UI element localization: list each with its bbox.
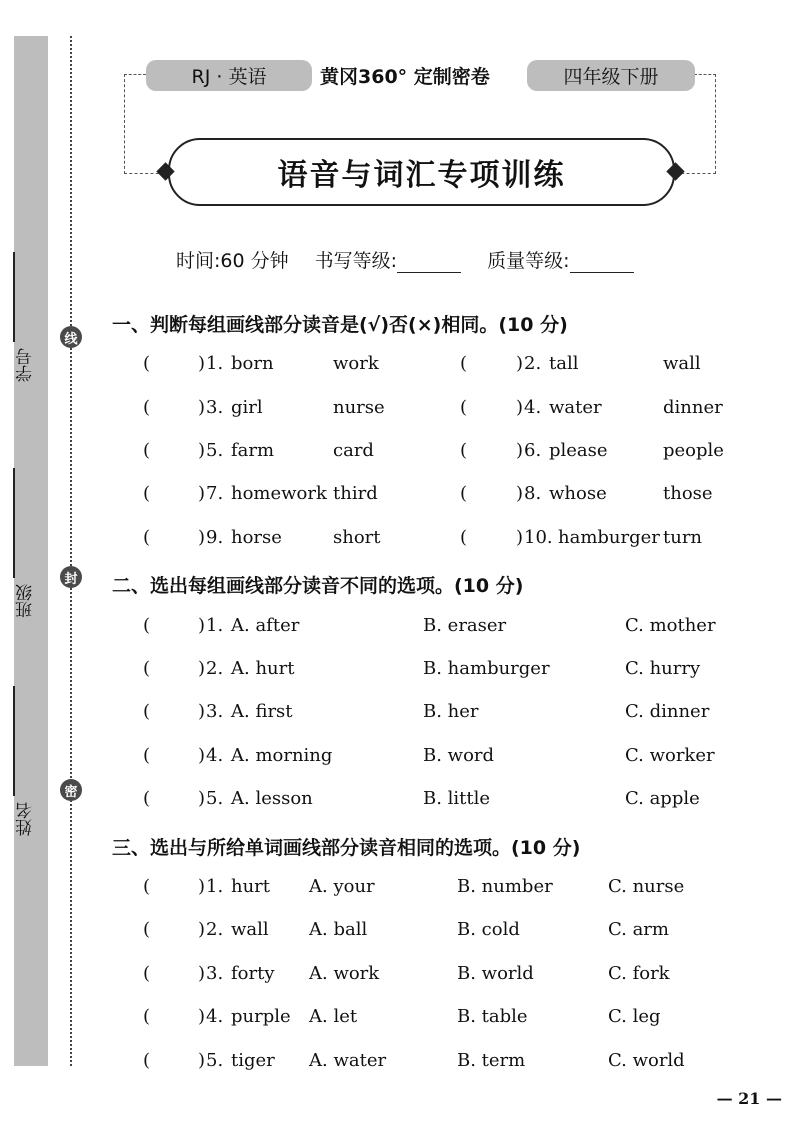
s3-row-3: ( ) 3. forty A. work B. world C. fork xyxy=(143,963,670,984)
writing-grade-blank[interactable] xyxy=(397,254,461,273)
s3-row-4: ( ) 4. purple A. let B. table C. leg xyxy=(143,1006,661,1027)
answer-paren[interactable]: ( xyxy=(460,440,468,461)
s2-row-4: ( ) 4. A. morning B. word C. worker xyxy=(143,745,715,766)
s1-row-1: ( ) 1. born work ( ) 2. tall wall xyxy=(143,353,701,374)
series-title: 黄冈360° 定制密卷 xyxy=(320,66,490,88)
subject-badge: RJ · 英语 xyxy=(146,60,312,91)
answer-paren[interactable]: ( xyxy=(143,483,151,504)
answer-paren[interactable]: ( xyxy=(460,353,468,374)
section-1-title: 一、判断每组画线部分读音是(√)否(×)相同。(10 分) xyxy=(112,314,568,336)
quality-grade-label: 质量等级: xyxy=(487,250,570,272)
section-3-title: 三、选出与所给单词画线部分读音相同的选项。(10 分) xyxy=(112,837,581,859)
s2-row-5: ( ) 5. A. lesson B. little C. apple xyxy=(143,788,700,809)
answer-paren[interactable]: ( xyxy=(143,788,151,809)
student-no-label: 学号 xyxy=(16,348,36,382)
grade-badge: 四年级下册 xyxy=(527,60,695,91)
answer-paren[interactable]: ( xyxy=(143,615,151,636)
answer-paren[interactable]: ( xyxy=(143,1006,151,1027)
answer-paren[interactable]: ( xyxy=(143,919,151,940)
page-number: — 21 — xyxy=(716,1089,782,1108)
answer-paren[interactable]: ( xyxy=(460,483,468,504)
s1-row-2: ( ) 3. girl nurse ( ) 4. water dinner xyxy=(143,397,723,418)
seal-seal-mark: 封 xyxy=(60,566,82,588)
section-2-title: 二、选出每组画线部分读音不同的选项。(10 分) xyxy=(112,575,524,597)
writing-grade-label: 书写等级: xyxy=(314,250,398,272)
seal-line-mark: 线 xyxy=(60,326,82,348)
answer-paren[interactable]: ( xyxy=(143,1050,151,1071)
s2-row-1: ( ) 1. A. after B. eraser C. mother xyxy=(143,615,716,636)
answer-paren[interactable]: ( xyxy=(143,440,151,461)
seal-secret-mark: 密 xyxy=(60,779,82,801)
page-title: 语音与词汇专项训练 xyxy=(168,138,675,206)
s1-row-3: ( ) 5. farm card ( ) 6. please people xyxy=(143,440,724,461)
answer-paren[interactable]: ( xyxy=(143,745,151,766)
s2-row-3: ( ) 3. A. first B. her C. dinner xyxy=(143,701,710,722)
exam-meta xyxy=(176,246,654,273)
s3-row-5: ( ) 5. tiger A. water B. term C. world xyxy=(143,1050,685,1071)
s2-row-2: ( ) 2. A. hurt B. hamburger C. hurry xyxy=(143,658,701,679)
class-label: 班级 xyxy=(16,584,36,618)
answer-paren[interactable]: ( xyxy=(143,527,151,548)
quality-grade-blank[interactable] xyxy=(570,254,634,273)
s1-row-4: ( ) 7. homework third ( ) 8. whose those xyxy=(143,483,713,504)
answer-paren[interactable]: ( xyxy=(143,397,151,418)
answer-paren[interactable]: ( xyxy=(460,397,468,418)
time-limit: 时间:60 分钟 xyxy=(176,250,289,272)
answer-paren[interactable]: ( xyxy=(143,963,151,984)
name-label: 姓名 xyxy=(16,802,36,836)
s3-row-2: ( ) 2. wall A. ball B. cold C. arm xyxy=(143,919,669,940)
s3-row-1: ( ) 1. hurt A. your B. number C. nurse xyxy=(143,876,685,897)
s1-row-5: ( ) 9. horse short ( ) 10. hamburger turn xyxy=(143,527,703,548)
answer-paren[interactable]: ( xyxy=(143,701,151,722)
answer-paren[interactable]: ( xyxy=(143,876,151,897)
answer-paren[interactable]: ( xyxy=(460,527,468,548)
answer-paren[interactable]: ( xyxy=(143,353,151,374)
answer-paren[interactable]: ( xyxy=(143,658,151,679)
